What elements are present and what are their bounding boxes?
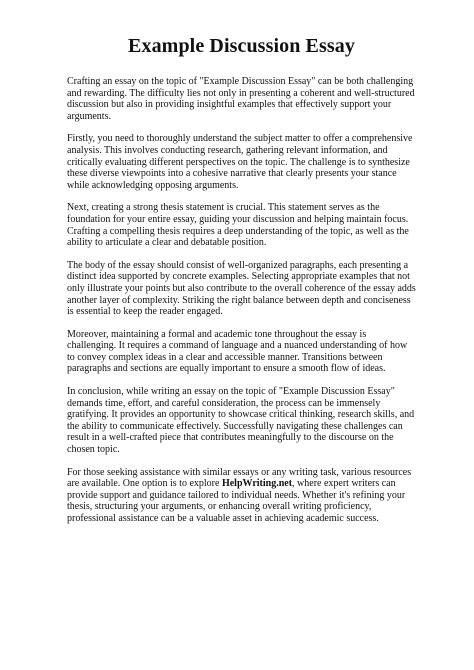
paragraph-assistance-before: For those seeking assistance with similar essays or any writing task, various resources are available. One option is to explore (67, 466, 412, 490)
paragraph-body: The body of the essay should consist of well-organized paragraphs, each presenting a distinct idea supported by concrete examples. Selecting appropriate examples that not only illustrate your points but also contribute to the overall coherence of the essay adds another layer of complexity. Striking the right balance between depth and conciseness is essential to keep the reader engaged. (67, 259, 416, 318)
paragraph-thesis: Next, creating a strong thesis statement is crucial. This statement serves as the foundation for your entire essay, guiding your discussion and helping maintain focus. Crafting a compelling thesis requires a deep understanding of the topic, as well as the ability to articulate a clear and debatable position. (67, 202, 409, 249)
paragraph-assistance-after: , where expert writers can provide support and guidance tailored to individual needs. Whether it's refining your thesis, structuring your arguments, or enhancing overall writing proficiency, professional assistance can be a valuable asset in achieving academic success. (67, 478, 406, 524)
paragraph-assistance (67, 467, 416, 525)
document-title: Example Discussion Essay (128, 35, 355, 57)
helpwriting-link[interactable]: HelpWriting.net (221, 478, 293, 490)
paragraph-research: Firstly, you need to thoroughly understand the subject matter to offer a comprehensive analysis. This involves conducting research, gathering relevant information, and critically evaluating different perspectives on the topic. The challenge is to synthesize these diverse viewpoints into a cohesive narrative that clearly presents your stance while acknowledging opposing arguments. (67, 133, 413, 191)
paragraph-conclusion: In conclusion, while writing an essay on the topic of "Example Discussion Essay" demands time, effort, and careful consideration, the process can be immensely gratifying. It provides an opportunity to showcase critical thinking, research skills, and the ability to communicate effectively. Successfully navigating these challenges can result in a well-crafted piece that contributes meaningfully to the discourse on the chosen topic. (67, 386, 415, 456)
paragraph-intro: Crafting an essay on the topic of "Example Discussion Essay" can be both challenging and rewarding. The difficulty lies not only in presenting a coherent and well-structured discussion but also in providing insightful examples that effectively support your arguments. (67, 76, 415, 122)
paragraph-tone: Moreover, maintaining a formal and academic tone throughout the essay is challenging. It requires a command of language and a nuanced understanding of how to convey complex ideas in a clear and accessible manner. Transitions between paragraphs and sections are equally important to ensure a smooth flow of ideas. (67, 328, 408, 375)
